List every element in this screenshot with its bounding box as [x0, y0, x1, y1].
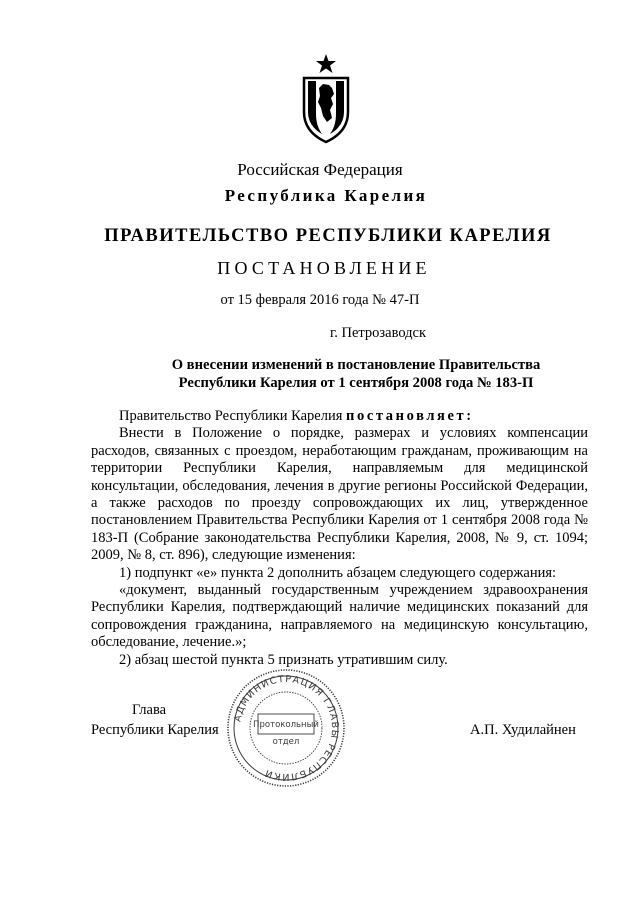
- document-type: ПОСТАНОВЛЕНИЕ: [217, 258, 431, 278]
- document-city: г. Петрозаводск: [329, 325, 427, 341]
- document-subject: [0, 356, 640, 392]
- government-title: ПРАВИТЕЛЬСТВО РЕСПУБЛИКИ КАРЕЛИЯ: [104, 226, 552, 246]
- official-stamp: [224, 666, 348, 790]
- body-paragraph: Внести в Положение о порядке, размерах и условиях компенсации расходов, связанных с проездом, неработающим гражданам, проживающим на территории Республики Карелия, направляемым для медицинской консультации, обследования, лечения в другие регионы Российской Федерации, а также расходов по проезду сопровождающих их лиц, утвержденное постановлением Правительства Республики Карелия от 1 сентября 2008 года № 183-П (Собрание законодательства Республики Карелия, 2008, № 9, ст. 1094; 2009, № 8, ст. 896), следующие изменения:: [91, 425, 588, 564]
- signature-name: А.П. Худилайнен: [470, 722, 576, 738]
- subject-line: О внесении изменений в постановление Правительства: [171, 357, 541, 373]
- signature-role: Республики Карелия: [91, 722, 219, 738]
- intro-prefix: Правительство Республики Карелия: [119, 408, 347, 424]
- subject-line: Республики Карелия от 1 сентября 2008 года № 183-П: [178, 375, 534, 391]
- stamp-center-line: отдел: [272, 737, 300, 747]
- signature-title: Глава: [132, 702, 167, 718]
- republic-title: Республика Карелия: [224, 186, 428, 205]
- document-body: [91, 408, 588, 669]
- document-date-number: от 15 февраля 2016 года № 47-П: [220, 292, 420, 308]
- karelia-coat-of-arms-icon: [298, 52, 354, 144]
- body-paragraph: 1) подпункт «е» пункта 2 дополнить абзацем следующего содержания:: [119, 564, 557, 581]
- federation-title: Российская Федерация: [237, 160, 403, 179]
- stamp-center-line: Протокольный: [253, 720, 319, 730]
- intro-paragraph: [91, 408, 588, 425]
- body-paragraph: 2) абзац шестой пункта 5 признать утратившим силу.: [119, 651, 448, 668]
- stamp-ring-text: АДМИНИСТРАЦИЯ ГЛАВЫ РЕСПУБЛИКИ: [232, 673, 341, 783]
- body-paragraph: «документ, выданный государственным учреждением здравоохранения Республики Карелия, подтверждающий наличие медицинских показаний для сопровождения гражданина, направляемого на медицинскую консультацию, обследование, лечение.»;: [91, 582, 588, 651]
- intro-action: постановляет:: [346, 408, 474, 424]
